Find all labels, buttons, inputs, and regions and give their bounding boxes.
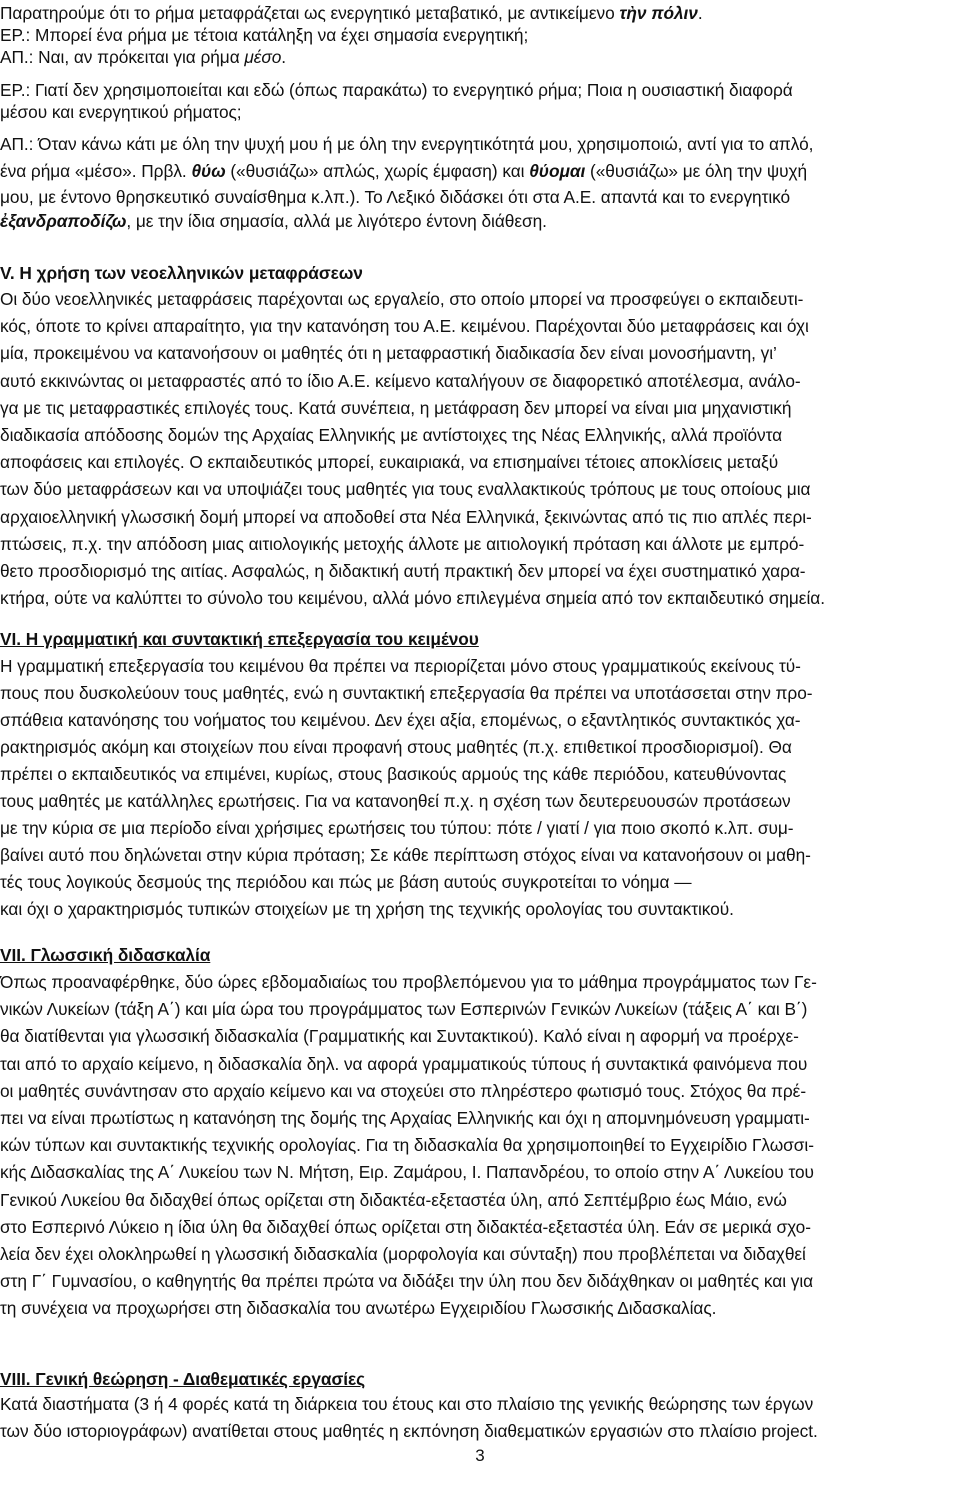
section-8-line: των δύο ιστοριογράφων) ανατίθεται στους μαθητές η εκπόνηση διαθεματικών εργασιών στο πλαίσιο project. bbox=[0, 1421, 818, 1441]
section-6-line: τές τους λογικούς δεσμούς της περιόδου και πώς με βάση αυτούς συγκροτείται το νόημα — bbox=[0, 872, 692, 892]
section-5-line: των δύο μεταφράσεων και να υποψιάζει τους μαθητές για τους εναλλακτικούς τρόπους με τους οποίους μια bbox=[0, 479, 811, 500]
section-6-line: και όχι ο χαρακτηρισμός τυπικών στοιχείων με τη χρήση της τεχνικής ορολογίας του συντακτικού. bbox=[0, 899, 734, 919]
section-6-line: βαίνει αυτό που δηλώνεται στην κύρια πρόταση; Σε κάθε περίπτωση στόχος είναι να κατανοήσουν οι μαθη- bbox=[0, 845, 811, 865]
section-6-line: Η γραμματική επεξεργασία του κειμένου θα πρέπει να περιορίζεται μόνο στους γραμματικούς εκείνους τύ- bbox=[0, 656, 801, 676]
section-7-line: Όπως προαναφέρθηκε, δύο ώρες εβδομαδιαίως του προβλεπόμενου για το μάθημα προγράμματος των Γε- bbox=[0, 972, 817, 992]
section-7-line: πει να είναι πρωτίστως η κατανόηση της δομής της Αρχαίας Ελληνικής και όχι η απομνημόνευση γραμματι- bbox=[0, 1108, 810, 1128]
intro-line-9: ἐξανδραποδίζω, με την ίδια σημασία, αλλά με λιγότερο έντονη διάθεση. bbox=[0, 211, 547, 231]
section-5-heading: V. Η χρήση των νεοελληνικών μεταφράσεων bbox=[0, 263, 363, 283]
section-5-line: μία, προκειμένου να κατανοήσουν οι μαθητές ότι η μεταφραστική διαδικασία δεν είναι μονοσήμαντη, γι’ bbox=[0, 343, 777, 364]
intro-line-7: ένα ρήμα «μέσο». Πρβλ. θύω («θυσιάζω» απλώς, χωρίς έμφαση) και θύομαι («θυσιάζω» με όλη την ψυχή bbox=[0, 161, 808, 181]
page-number: 3 bbox=[475, 1446, 485, 1465]
section-8-line: Κατά διαστήματα (3 ή 4 φορές κατά τη διάρκεια του έτους και στο πλαίσιο της γενικής θεώρησης των έργων bbox=[0, 1394, 814, 1414]
section-5-line: αρχαιοελληνική γλωσσική δομή μπορεί να αποδοθεί στα Νέα Ελληνικά, ξεκινώντας από τις πιο απλές περι- bbox=[0, 506, 812, 527]
intro-line-5: μέσου και ενεργητικού ρήματος; bbox=[0, 102, 242, 122]
section-7-line: Γενικού Λυκείου θα διδαχθεί όπως ορίζεται στη διδακτέα-εξεταστέα ύλη, από Σεπτέμβριο έως Μάιο, ενώ bbox=[0, 1189, 787, 1210]
section-6-line: σπάθεια κατανόησης του νοήματος του κειμένου. Δεν έχει αξία, επομένως, ο εξαντλητικός συντακτικός χα- bbox=[0, 710, 801, 730]
section-7-line: κών τύπων και συντακτικής τεχνικής ορολογίας. Για τη διδασκαλία θα χρησιμοποιηθεί το Εγχειρίδιο Γλωσσι- bbox=[0, 1135, 814, 1156]
intro-line-6: ΑΠ.: Όταν κάνω κάτι με όλη την ψυχή μου ή με όλη την ενεργητικότητά μου, χρησιμοποιώ, αντί για το απλό, bbox=[0, 134, 814, 154]
section-5-line: αυτό εκκινώντας οι μεταφραστές από το ίδιο Α.Ε. κείμενο καταλήγουν σε διαφορετικό αποτέλεσμα, ανάλο- bbox=[0, 370, 801, 391]
section-6-line: πους που δυσκολεύουν τους μαθητές, ενώ η συντακτική επεξεργασία θα πρέπει να υποτάσσεται στην προ- bbox=[0, 683, 813, 703]
section-7-line: ται από το αρχαίο κείμενο, η διδασκαλία δηλ. να αφορά γραμματικούς τύπους ή συντακτικά φαινόμενα που bbox=[0, 1053, 808, 1074]
section-5-line: κός, όποτε το κρίνει απαραίτητο, για την κατανόηση του Α.Ε. κειμένου. Παρέχονται δύο μεταφράσεις και όχι bbox=[0, 316, 809, 337]
section-5-line: Οι δύο νεοελληνικές μεταφράσεις παρέχονται ως εργαλείο, στο οποίο μπορεί να προσφεύγει ο εκπαιδευτι- bbox=[0, 289, 804, 309]
intro-line-1: Παρατηρούμε ότι το ρήμα μεταφράζεται ως ενεργητικό μεταβατικό, με αντικείμενο τὴν πόλιν. bbox=[0, 3, 703, 23]
section-6-line: πρέπει ο εκπαιδευτικός να επιμένει, κυρίως, στους βασικούς αρμούς της κάθε περιόδου, κατευθύνοντας bbox=[0, 764, 787, 784]
section-5-line: γα με τις μεταφραστικές επιλογές τους. Κατά συνέπεια, η μετάφραση δεν μπορεί να είναι μια μηχανιστική bbox=[0, 397, 792, 418]
section-8-heading: VIII. Γενική θεώρηση - Διαθεματικές εργασίες bbox=[0, 1369, 366, 1389]
section-5-line: αποφάσεις και επιλογές. Ο εκπαιδευτικός μπορεί, ευκαιριακά, να επισημαίνει τέτοιες αποκλίσεις μεταξύ bbox=[0, 452, 779, 473]
intro-line-4: ΕΡ.: Γιατί δεν χρησιμοποιείται και εδώ (όπως παρακάτω) το ενεργητικό ρήμα; Ποια η ουσιαστική διαφορά bbox=[0, 80, 793, 100]
section-7-line: οι μαθητές συνάντησαν στο αρχαίο κείμενο και να στοχεύει στο πληρέστερο φωτισμό τους. Στόχος θα πρέ- bbox=[0, 1080, 807, 1101]
intro-line-3: ΑΠ.: Ναι, αν πρόκειται για ρήμα μέσο. bbox=[0, 47, 287, 67]
section-5-line: κτήρα, ούτε να καλύπτει το σύνολο του κειμένου, αλλά μόνο επιλεγμένα σημεία από τον εκπαιδευτικό σημεία. bbox=[0, 588, 825, 609]
section-7-line: στο Εσπερινό Λύκειο η ίδια ύλη θα διδαχθεί όπως ορίζεται στη διδακτέα-εξεταστέα ύλη. Εάν σε μερικά σχο- bbox=[0, 1216, 811, 1237]
section-6-line: με την κύρια σε μια περίοδο είναι χρήσιμες ερωτήσεις του τύπου: πότε / γιατί / για ποιο σκοπό κ.λπ. συμ- bbox=[0, 818, 794, 838]
intro-line-8: μου, με έντονο θρησκευτικό συναίσθημα κ.λπ.). Το Λεξικό διδάσκει ότι στα Α.Ε. απαντά και το ενεργητικό bbox=[0, 187, 791, 207]
section-5-line: πτώσεις, π.χ. την απόδοση μιας αιτιολογικής μετοχής άλλοτε με αιτιολογική πρόταση και άλλοτε με εμπρό- bbox=[0, 533, 805, 554]
section-6-line: τους μαθητές με κατάλληλες ερωτήσεις. Για να κατανοηθεί π.χ. η σχέση των δευτερευουσών προτάσεων bbox=[0, 791, 791, 811]
section-7-line: στη Γ΄ Γυμνασίου, ο καθηγητής θα πρέπει πρώτα να διδάξει την ύλη που δεν διδάχθηκαν οι μαθητές και για bbox=[0, 1271, 814, 1292]
section-5-line: θετο προσδιορισμό της αιτίας. Ασφαλώς, η διδακτική αυτή πρακτική δεν μπορεί να έχει συστηματικό χαρα- bbox=[0, 561, 806, 581]
section-6-line: ρακτηρισμός ακόμη και στοιχείων που είναι προφανή στους μαθητές (π.χ. επιθετικοί προσδιορισμοί). Θα bbox=[0, 737, 792, 757]
section-7-line: λεία δεν έχει ολοκληρωθεί η γλωσσική διδασκαλία (μορφολογία και σύνταξη) που προβλέπεται να διδαχθεί bbox=[0, 1244, 806, 1264]
section-7-line: τη συνέχεια να προχωρήσει στη διδασκαλία του ανωτέρω Εγχειριδίου Γλωσσικής Διδασκαλίας. bbox=[0, 1298, 717, 1319]
section-7-heading: VII. Γλωσσική διδασκαλία bbox=[0, 945, 211, 965]
section-7-line: νικών Λυκείων (τάξη Α΄) και μία ώρα του προγράμματος των Εσπερινών Γενικών Λυκείων (τάξεις Α΄ και Β΄) bbox=[0, 999, 808, 1020]
section-6-heading: VI. Η γραμματική και συντακτική επεξεργασία του κειμένου bbox=[0, 629, 479, 649]
section-7-line: θα διατίθενται για γλωσσική διδασκαλία (Γραμματικής και Συντακτικού). Καλό είναι η αφορμή να προέρχε- bbox=[0, 1026, 799, 1047]
intro-line-2: ΕΡ.: Μπορεί ένα ρήμα με τέτοια κατάληξη να έχει σημασία ενεργητική; bbox=[0, 25, 529, 45]
section-5-line: διαδικασία απόδοσης δομών της Αρχαίας Ελληνικής με αντίστοιχες της Νέας Ελληνικής, αλλά προϊόντα bbox=[0, 425, 783, 445]
section-7-line: κής Διδασκαλίας της Α΄ Λυκείου των Ν. Μήτση, Ειρ. Ζαμάρου, Ι. Παπανδρέου, το οποίο στην Α΄ Λυκείου του bbox=[0, 1162, 814, 1183]
